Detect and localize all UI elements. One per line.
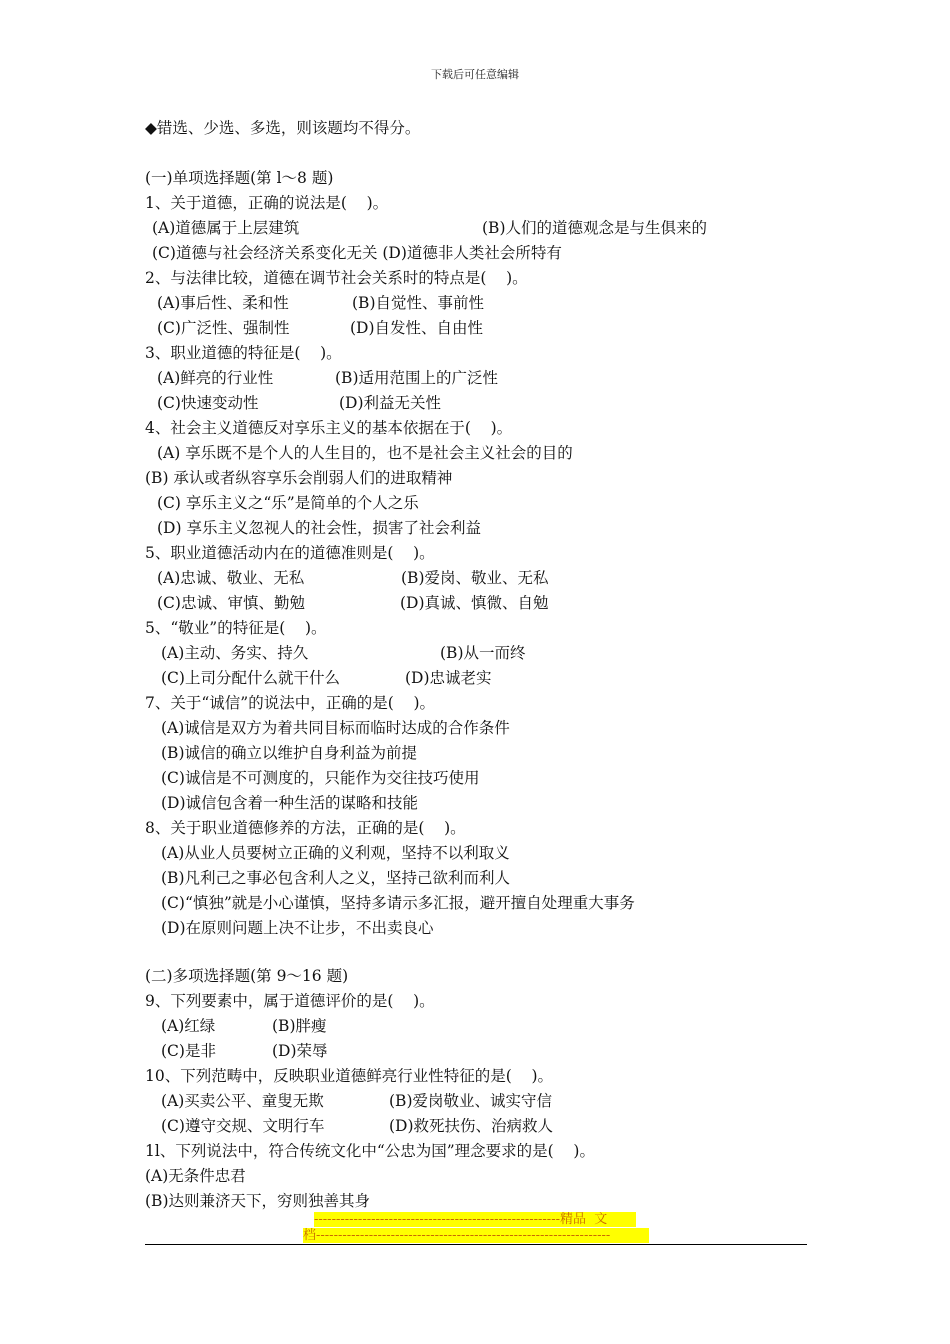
question-7-option-a: (A)诚信是双方为着共同目标而临时达成的合作条件: [161, 719, 510, 737]
question-11-option-a: (A)无条件忠君: [145, 1167, 246, 1185]
question-2-stem: 2、与法律比较，道德在调节社会关系时的特点是( )。: [145, 269, 528, 287]
question-4-option-c: (C) 享乐主义之“乐”是简单的个人之乐: [157, 494, 419, 512]
question-5-stem: 5、职业道德活动内在的道德准则是( )。: [145, 544, 435, 562]
question-6-option-c: (C)上司分配什么就干什么: [161, 669, 340, 687]
footer-watermark-line-2: 档-------------------------------------------------------------------: [303, 1228, 649, 1243]
question-3-option-d: (D)利益无关性: [339, 394, 442, 412]
question-9-option-d: (D)荣辱: [272, 1042, 328, 1060]
question-3-option-a: (A)鲜亮的行业性: [157, 369, 274, 387]
footer-watermark-line-1: --------------------------------------------------------精品 文: [314, 1212, 636, 1227]
question-8-stem: 8、关于职业道德修养的方法，正确的是( )。: [145, 819, 466, 837]
question-8-option-d: (D)在原则问题上决不让步，不出卖良心: [161, 919, 434, 937]
question-8-option-b: (B)凡利己之事必包含利人之义，坚持己欲利而利人: [161, 869, 510, 887]
question-6-option-b: (B)从一而终: [440, 644, 526, 662]
question-6-stem: 5、“敬业”的特征是( )。: [145, 619, 327, 637]
page-header: 下载后可任意编辑: [431, 68, 519, 81]
question-3-option-b: (B)适用范围上的广泛性: [335, 369, 498, 387]
question-4-option-b: (B) 承认或者纵容享乐会削弱人们的进取精神: [145, 469, 453, 487]
scoring-notice: ◆错选、少选、多选，则该题均不得分。: [145, 119, 421, 137]
question-5-option-b: (B)爱岗、敬业、无私: [401, 569, 549, 587]
question-4-option-d: (D) 享乐主义忽视人的社会性，损害了社会利益: [157, 519, 481, 537]
question-3-stem: 3、职业道德的特征是( )。: [145, 344, 342, 362]
question-2-option-a: (A)事后性、柔和性: [157, 294, 289, 312]
question-3-option-c: (C)快速变动性: [157, 394, 259, 412]
question-10-option-a: (A)买卖公平、童叟无欺: [161, 1092, 324, 1110]
question-9-stem: 9、下列要素中，属于道德评价的是( )。: [145, 992, 435, 1010]
question-5-option-c: (C)忠诚、审慎、勤勉: [157, 594, 305, 612]
question-11-option-b: (B)达则兼济天下，穷则独善其身: [145, 1192, 370, 1210]
question-10-stem: 10、下列范畴中，反映职业道德鲜亮行业性特征的是( )。: [145, 1067, 554, 1085]
question-9-option-a: (A)红绿: [161, 1017, 216, 1035]
question-7-stem: 7、关于“诚信”的说法中，正确的是( )。: [145, 694, 436, 712]
question-7-option-d: (D)诚信包含着一种生活的谋略和技能: [161, 794, 419, 812]
question-10-option-d: (D)救死扶伤、治病救人: [389, 1117, 554, 1135]
footer-divider: [145, 1244, 807, 1245]
section-title-multiple-choice: (二)多项选择题(第 9～16 题): [145, 967, 349, 985]
question-4-option-a: (A) 享乐既不是个人的人生目的，也不是社会主义社会的目的: [157, 444, 573, 462]
question-2-option-b: (B)自觉性、事前性: [352, 294, 484, 312]
question-1-stem: 1、关于道德，正确的说法是( )。: [145, 194, 389, 212]
question-2-option-c: (C)广泛性、强制性: [157, 319, 290, 337]
question-9-option-c: (C)是非: [161, 1042, 216, 1060]
question-7-option-b: (B)诚信的确立以维护自身利益为前提: [161, 744, 417, 762]
question-5-option-d: (D)真诚、慎微、自勉: [400, 594, 549, 612]
question-10-option-b: (B)爱岗敬业、诚实守信: [389, 1092, 552, 1110]
question-9-option-b: (B)胖瘦: [272, 1017, 327, 1035]
question-1-option-b: (B)人们的道德观念是与生俱来的: [482, 219, 707, 237]
question-6-option-d: (D)忠诚老实: [405, 669, 492, 687]
question-1-option-a: (A)道德属于上层建筑: [152, 219, 300, 237]
question-4-stem: 4、社会主义道德反对享乐主义的基本依据在于( )。: [145, 419, 513, 437]
question-8-option-a: (A)从业人员要树立正确的义利观，坚持不以利取义: [161, 844, 510, 862]
question-5-option-a: (A)忠诚、敬业、无私: [157, 569, 305, 587]
question-10-option-c: (C)遵守交规、文明行车: [161, 1117, 325, 1135]
section-title-single-choice: (一)单项选择题(第 l～8 题): [145, 169, 334, 187]
question-7-option-c: (C)诚信是不可测度的，只能作为交往技巧使用: [161, 769, 480, 787]
question-8-option-c: (C)“慎独”就是小心谨慎，坚持多请示多汇报，避开擅自处理重大事务: [161, 894, 635, 912]
question-2-option-d: (D)自发性、自由性: [350, 319, 484, 337]
question-11-stem: 1l、下列说法中，符合传统文化中“公忠为国”理念要求的是( )。: [145, 1142, 595, 1160]
question-6-option-a: (A)主动、务实、持久: [161, 644, 309, 662]
question-1-options-cd: (C)道德与社会经济关系变化无关 (D)道德非人类社会所特有: [152, 244, 562, 262]
